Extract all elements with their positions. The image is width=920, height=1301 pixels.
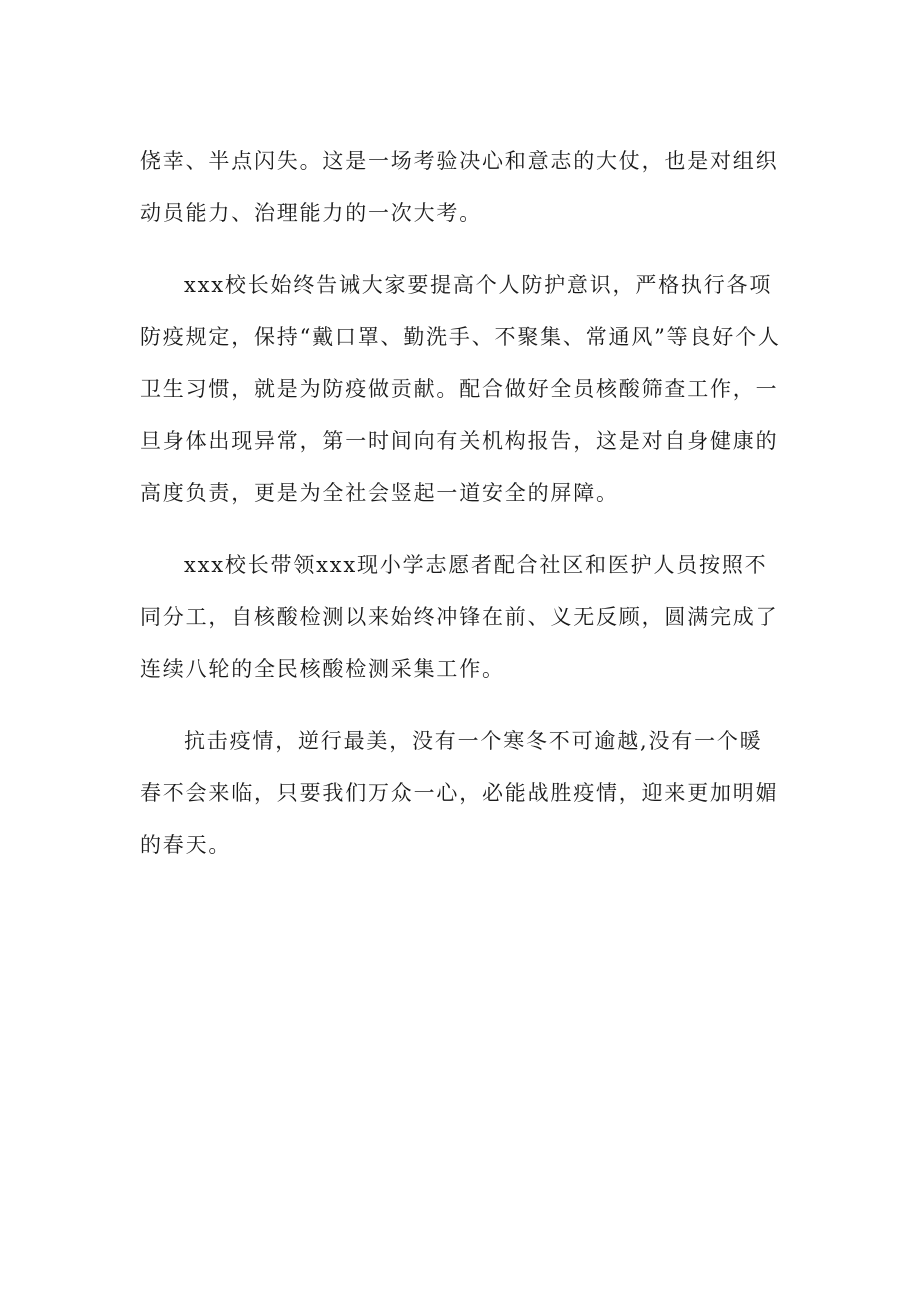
- paragraph-protection-awareness: xxx校长始终告诫大家要提高个人防护意识，严格执行各项防疫规定，保持“戴口罩、勤洗手、不聚集、常通风”等良好个人卫生习惯，就是为防疫做贡献。配合做好全员核酸筛查工作，一旦身体出现异常，第一时间向有关机构报告，这是对自身健康的高度负责，更是为全社会竖起一道安全的屏障。: [140, 273, 781, 505]
- paragraph-conclusion: 抗击疫情，逆行最美，没有一个寒冬不可逾越,没有一个暖春不会来临，只要我们万众一心，必能战胜疫情，迎来更加明媚的春天。: [140, 729, 779, 857]
- paragraph-continuation: 侥幸、半点闪失。这是一场考验决心和意志的大仗，也是对组织动员能力、治理能力的一次大考。: [140, 149, 779, 225]
- paragraph-volunteers: xxx校长带领xxx现小学志愿者配合社区和医护人员按照不同分工，自核酸检测以来始终冲锋在前、义无反顾，圆满完成了连续八轮的全民核酸检测采集工作。: [140, 553, 779, 681]
- document-body: [140, 135, 785, 891]
